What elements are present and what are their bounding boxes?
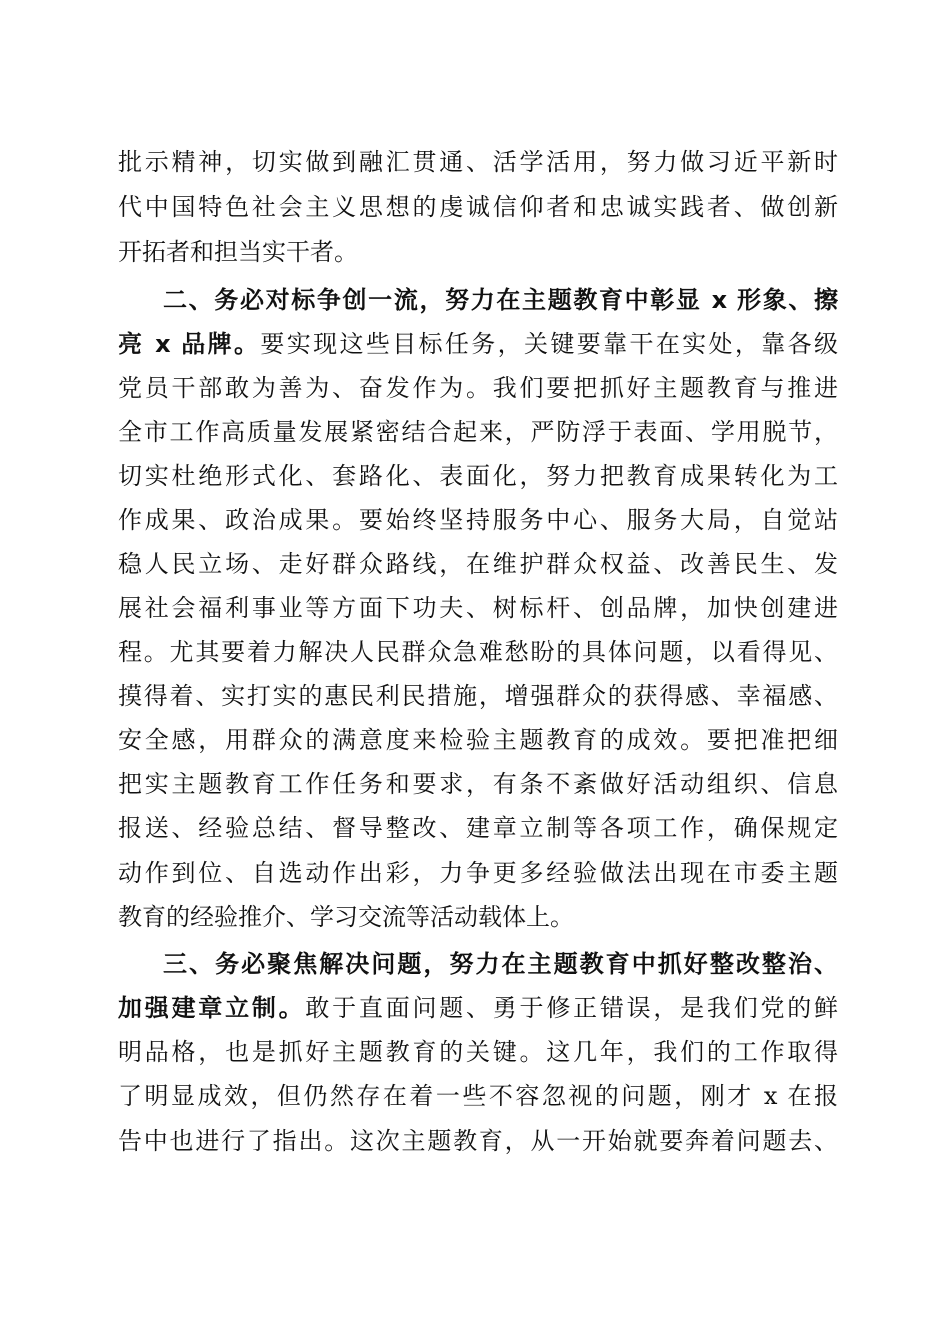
body-text-line: 开拓者和担当实干者。 bbox=[118, 238, 358, 266]
body-text-line: 动作到位、自选动作出彩，力争更多经验做法出现在市委主题 bbox=[118, 859, 838, 887]
body-text-line: 了明显成效，但仍然存在着一些不容忽视的问题，刚才 x 在报 bbox=[118, 1082, 838, 1110]
section-heading-2: 二、务必对标争创一流，努力在主题教育中彰显 x 形象、擦 bbox=[163, 286, 838, 314]
section-heading-2-cont: 亮 x 品牌。 bbox=[118, 330, 261, 358]
body-text-line: 安全感，用群众的满意度来检验主题教育的成效。要把准把细 bbox=[118, 726, 838, 754]
body-text-line: 稳人民立场、走好群众路线，在维护群众权益、改善民生、发 bbox=[118, 550, 838, 578]
section-heading-3: 三、务必聚焦解决问题，努力在主题教育中抓好整改整治、 bbox=[163, 950, 838, 978]
body-text-line: 亮 x 品牌。要实现这些目标任务，关键要靠干在实处，靠各级 bbox=[118, 330, 838, 358]
body-text-line: 作成果、政治成果。要始终坚持服务中心、服务大局，自觉站 bbox=[118, 506, 838, 534]
body-text-line: 全市工作高质量发展紧密结合起来，严防浮于表面、学用脱节， bbox=[118, 418, 838, 446]
body-text-line: 加强建章立制。敢于直面问题、勇于修正错误，是我们党的鲜 bbox=[118, 994, 839, 1022]
body-text-line: 批示精神，切实做到融汇贯通、活学活用，努力做习近平新时 bbox=[118, 148, 838, 176]
body-text-line: 切实杜绝形式化、套路化、表面化，努力把教育成果转化为工 bbox=[118, 462, 838, 490]
body-text-line: 代中国特色社会主义思想的虔诚信仰者和忠诚实践者、做创新 bbox=[118, 193, 838, 221]
body-text-line: 告中也进行了指出。这次主题教育，从一开始就要奔着问题去、 bbox=[118, 1127, 838, 1155]
body-text-line: 教育的经验推介、学习交流等活动载体上。 bbox=[118, 903, 574, 931]
body-text-line: 党员干部敢为善为、奋发作为。我们要把抓好主题教育与推进 bbox=[118, 374, 838, 402]
body-text-line: 程。尤其要着力解决人民群众急难愁盼的具体问题，以看得见、 bbox=[118, 638, 838, 666]
body-text-line: 报送、经验总结、督导整改、建章立制等各项工作，确保规定 bbox=[118, 814, 838, 842]
body-text-line: 摸得着、实打实的惠民利民措施，增强群众的获得感、幸福感、 bbox=[118, 682, 838, 710]
body-text-line: 展社会福利事业等方面下功夫、树标杆、创品牌，加快创建进 bbox=[118, 594, 838, 622]
body-text-line: 把实主题教育工作任务和要求，有条不紊做好活动组织、信息 bbox=[118, 770, 838, 798]
body-text-line: 明品格，也是抓好主题教育的关键。这几年，我们的工作取得 bbox=[118, 1038, 838, 1066]
section-heading-3-cont: 加强建章立制。 bbox=[118, 994, 306, 1022]
